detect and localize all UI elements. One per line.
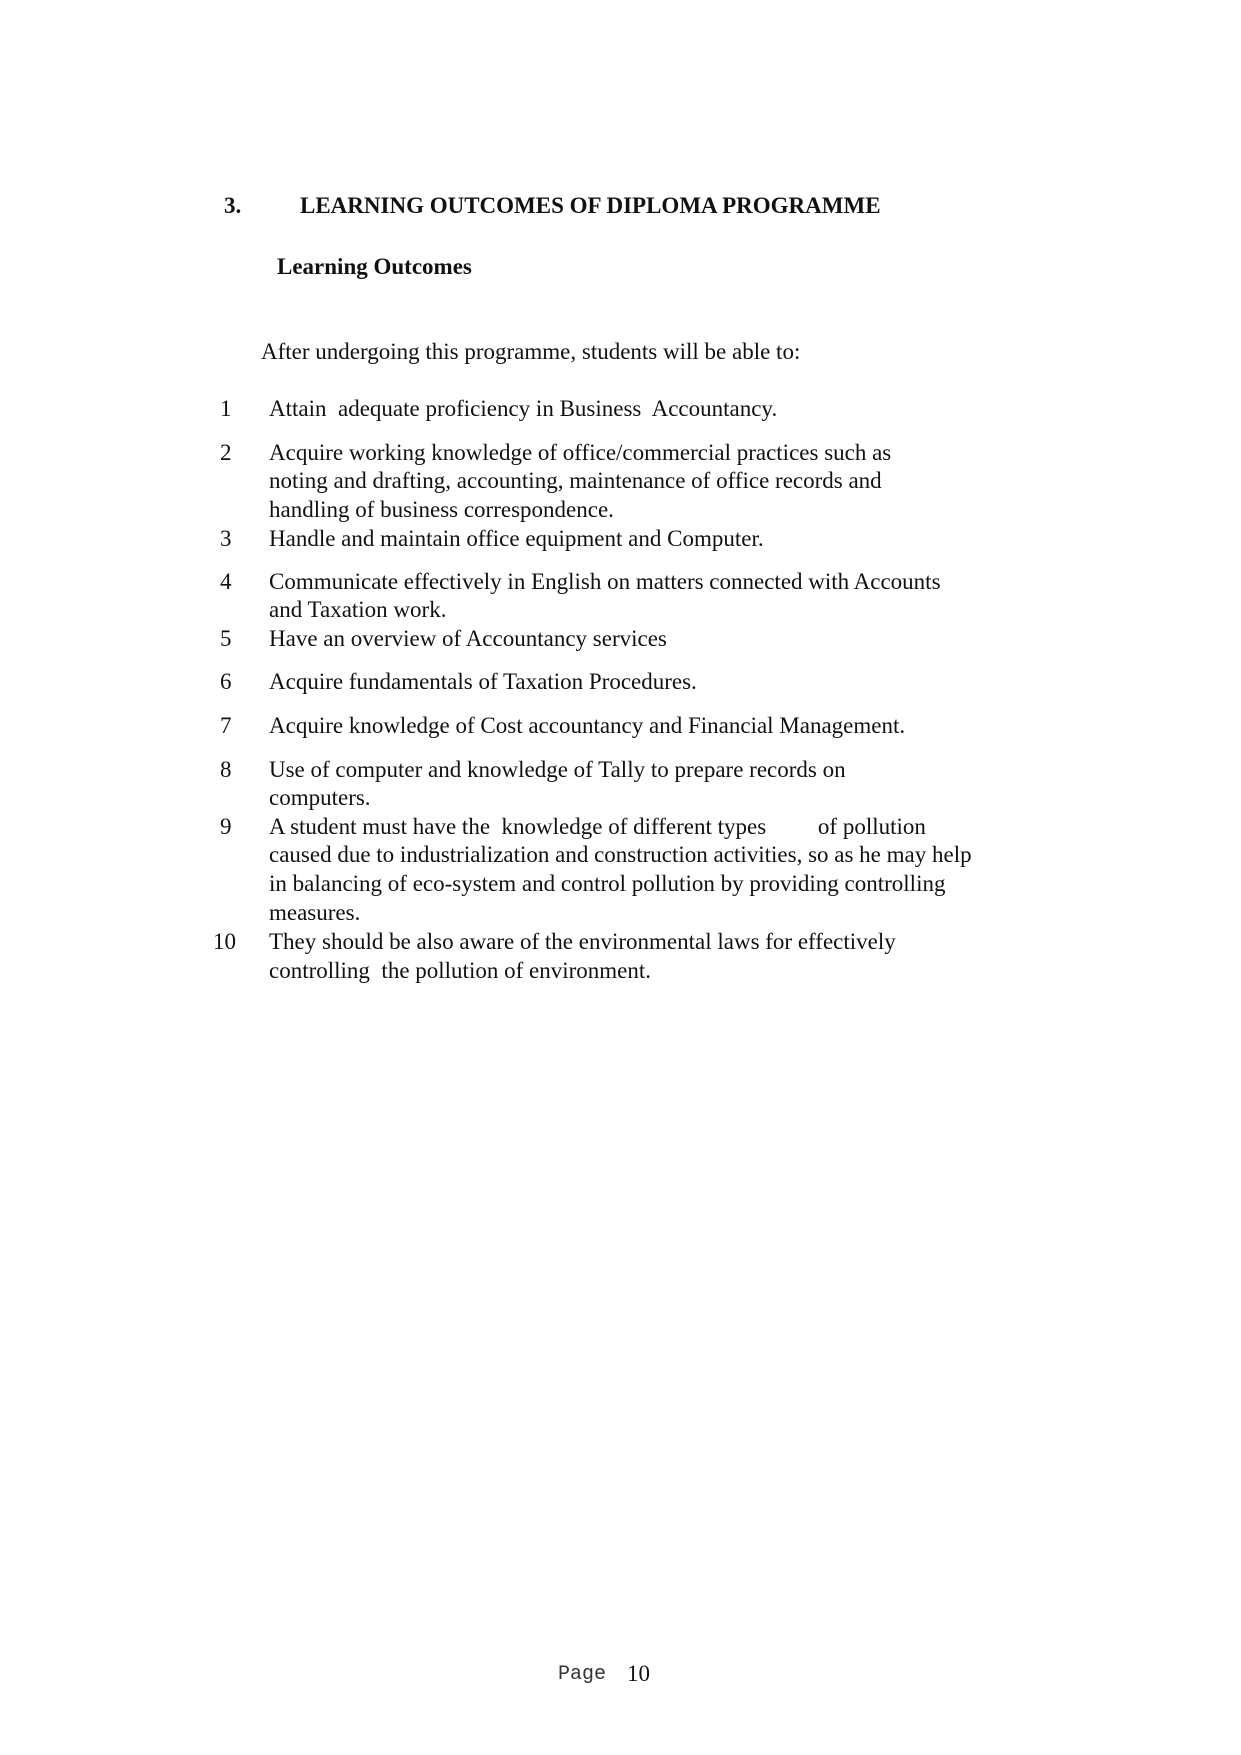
outcome-number: 2 (220, 440, 232, 465)
outcome-number: 8 (220, 757, 232, 782)
outcome-text: Use of computer and knowledge of Tally to prepare records on (269, 757, 846, 782)
outcome-number: 9 (220, 814, 232, 839)
outcome-number: 5 (220, 626, 232, 651)
outcome-text: handling of business correspondence. (269, 497, 614, 522)
outcome-text: and Taxation work. (269, 597, 447, 622)
outcome-text: noting and drafting, accounting, maintenance of office records and (269, 468, 882, 493)
outcome-text: Attain adequate proficiency in Business Accountancy. (269, 396, 778, 421)
outcome-number: 6 (220, 669, 232, 694)
outcome-text: caused due to industrialization and construction activities, so as he may help (269, 842, 972, 867)
intro-text: After undergoing this programme, students will be able to: (261, 339, 801, 364)
outcome-text: measures. (269, 900, 361, 925)
outcome-number: 7 (220, 713, 232, 738)
section-title: LEARNING OUTCOMES OF DIPLOMA PROGRAMME (300, 193, 881, 218)
outcome-text: computers. (269, 785, 371, 810)
outcome-text: Acquire fundamentals of Taxation Procedures. (269, 669, 697, 694)
outcome-number: 10 (213, 929, 236, 954)
outcome-text: Communicate effectively in English on matters connected with Accounts (269, 569, 941, 594)
page-number: 10 (627, 1661, 650, 1686)
outcome-text: Acquire working knowledge of office/commercial practices such as (269, 440, 892, 465)
section-subtitle: Learning Outcomes (277, 254, 472, 279)
outcome-number: 4 (220, 569, 232, 594)
outcome-text: They should be also aware of the environmental laws for effectively (269, 929, 896, 954)
outcome-text: Acquire knowledge of Cost accountancy and Financial Management. (269, 713, 906, 738)
section-number: 3. (224, 193, 242, 218)
page-label: Page (558, 1663, 607, 1686)
outcome-text: controlling the pollution of environment. (269, 958, 651, 983)
outcome-text: Have an overview of Accountancy services (269, 626, 667, 651)
outcome-text: Handle and maintain office equipment and Computer. (269, 526, 764, 551)
outcome-text: A student must have the knowledge of different types of pollution (269, 814, 926, 839)
outcome-number: 1 (220, 396, 232, 421)
outcome-text: in balancing of eco-system and control pollution by providing controlling (269, 871, 946, 896)
outcome-number: 3 (220, 526, 232, 551)
